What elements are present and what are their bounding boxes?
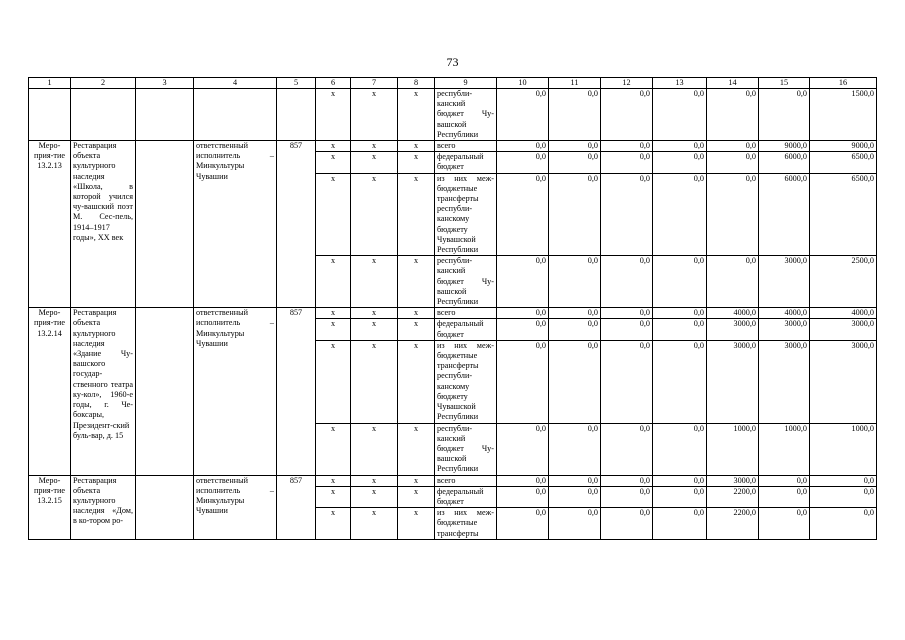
empty-cell <box>71 89 136 141</box>
marker-cell: х <box>398 319 435 340</box>
value-cell: 3000,0 <box>707 319 759 340</box>
column-header-8: 8 <box>398 78 435 89</box>
value-cell: 0,0 <box>497 508 549 540</box>
value-cell: 0,0 <box>653 508 707 540</box>
table-row <box>29 308 877 319</box>
column-header-12: 12 <box>601 78 653 89</box>
value-cell: 4000,0 <box>810 308 877 319</box>
value-cell: 1000,0 <box>810 423 877 475</box>
marker-cell: х <box>351 173 398 256</box>
marker-cell: х <box>398 173 435 256</box>
column-header-6: 6 <box>316 78 351 89</box>
funding-source: федеральный бюджет <box>435 319 497 340</box>
value-cell: 9000,0 <box>759 141 810 152</box>
value-cell: 6500,0 <box>810 152 877 173</box>
column-header-1: 1 <box>29 78 71 89</box>
funding-source: из них меж-бюджетные трансферты республи-канскому бюджету Чувашской Республики <box>435 173 497 256</box>
budget-code: 857 <box>277 141 316 308</box>
value-cell: 3000,0 <box>759 319 810 340</box>
measure-title: Реставрация объекта культурного наследия «Школа, в которой учился чу-вашский поэт М. Сес-пель, 1914–1917 годы», XX век <box>71 141 136 308</box>
marker-cell: х <box>316 508 351 540</box>
value-cell: 0,0 <box>601 141 653 152</box>
marker-cell: х <box>316 340 351 423</box>
value-cell: 0,0 <box>497 423 549 475</box>
marker-cell: х <box>316 308 351 319</box>
value-cell: 6500,0 <box>810 173 877 256</box>
page-number: 73 <box>446 55 459 69</box>
value-cell: 0,0 <box>497 340 549 423</box>
funding-source: всего <box>435 475 497 486</box>
value-cell: 0,0 <box>653 89 707 141</box>
marker-cell: х <box>351 423 398 475</box>
marker-cell: х <box>316 319 351 340</box>
funding-source: федеральный бюджет <box>435 486 497 507</box>
value-cell: 0,0 <box>601 475 653 486</box>
value-cell: 0,0 <box>549 173 601 256</box>
marker-cell: х <box>351 340 398 423</box>
funding-source: республи-канский бюджет Чу-вашской Республики <box>435 423 497 475</box>
value-cell: 0,0 <box>653 475 707 486</box>
value-cell: 0,0 <box>653 423 707 475</box>
value-cell: 0,0 <box>601 89 653 141</box>
value-cell: 0,0 <box>549 256 601 308</box>
value-cell: 0,0 <box>497 89 549 141</box>
marker-cell: х <box>316 141 351 152</box>
marker-cell: х <box>398 423 435 475</box>
value-cell: 0,0 <box>497 173 549 256</box>
marker-cell: х <box>398 152 435 173</box>
empty-cell <box>194 89 277 141</box>
value-cell: 4000,0 <box>707 308 759 319</box>
value-cell: 0,0 <box>653 173 707 256</box>
value-cell: 2200,0 <box>707 486 759 507</box>
value-cell: 0,0 <box>549 475 601 486</box>
marker-cell: х <box>316 152 351 173</box>
value-cell: 0,0 <box>653 319 707 340</box>
value-cell: 0,0 <box>653 152 707 173</box>
marker-cell: х <box>316 256 351 308</box>
column-header-2: 2 <box>71 78 136 89</box>
column-header-3: 3 <box>136 78 194 89</box>
budget-code: 857 <box>277 475 316 539</box>
table-row <box>29 475 877 486</box>
value-cell: 0,0 <box>497 141 549 152</box>
value-cell: 0,0 <box>601 256 653 308</box>
value-cell: 3000,0 <box>707 340 759 423</box>
value-cell: 0,0 <box>653 340 707 423</box>
value-cell: 0,0 <box>759 475 810 486</box>
value-cell: 0,0 <box>497 319 549 340</box>
funding-source: всего <box>435 308 497 319</box>
value-cell: 0,0 <box>601 423 653 475</box>
value-cell: 6000,0 <box>759 173 810 256</box>
value-cell: 0,0 <box>549 508 601 540</box>
value-cell: 0,0 <box>601 486 653 507</box>
value-cell: 0,0 <box>810 486 877 507</box>
value-cell: 3000,0 <box>759 340 810 423</box>
empty-cell <box>136 308 194 475</box>
empty-cell <box>277 89 316 141</box>
measure-name: Меро-прия-тие 13.2.14 <box>29 308 71 475</box>
marker-cell: х <box>316 173 351 256</box>
value-cell: 0,0 <box>653 486 707 507</box>
value-cell: 0,0 <box>759 89 810 141</box>
column-header-11: 11 <box>549 78 601 89</box>
value-cell: 0,0 <box>549 89 601 141</box>
value-cell: 0,0 <box>497 308 549 319</box>
value-cell: 0,0 <box>601 508 653 540</box>
marker-cell: х <box>351 256 398 308</box>
column-header-4: 4 <box>194 78 277 89</box>
value-cell: 3000,0 <box>810 340 877 423</box>
column-header-7: 7 <box>351 78 398 89</box>
value-cell: 0,0 <box>549 486 601 507</box>
value-cell: 0,0 <box>707 141 759 152</box>
marker-cell: х <box>398 486 435 507</box>
measure-title: Реставрация объекта культурного наследия «Дом, в ко-тором ро- <box>71 475 136 539</box>
measure-name: Меро-прия-тие 13.2.13 <box>29 141 71 308</box>
column-header-15: 15 <box>759 78 810 89</box>
value-cell: 0,0 <box>653 256 707 308</box>
value-cell: 3000,0 <box>810 319 877 340</box>
value-cell: 0,0 <box>497 256 549 308</box>
value-cell: 0,0 <box>810 508 877 540</box>
table-row <box>29 141 877 152</box>
marker-cell: х <box>398 256 435 308</box>
marker-cell: х <box>398 141 435 152</box>
empty-cell <box>136 89 194 141</box>
value-cell: 3000,0 <box>759 256 810 308</box>
funding-source: из них меж-бюджетные трансферты <box>435 508 497 540</box>
funding-source: из них меж-бюджетные трансферты республи-канскому бюджету Чувашской Республики <box>435 340 497 423</box>
column-header-9: 9 <box>435 78 497 89</box>
value-cell: 0,0 <box>497 152 549 173</box>
marker-cell: х <box>351 486 398 507</box>
marker-cell: х <box>351 89 398 141</box>
value-cell: 0,0 <box>549 423 601 475</box>
value-cell: 1000,0 <box>759 423 810 475</box>
value-cell: 0,0 <box>497 475 549 486</box>
value-cell: 0,0 <box>601 152 653 173</box>
measure-title: Реставрация объекта культурного наследия «Здание Чу-вашского государ-ственного театра ку-кол», 1960-е годы, г. Че-боксары, Президент-ский буль-вар, д. 15 <box>71 308 136 475</box>
marker-cell: х <box>316 475 351 486</box>
value-cell: 6000,0 <box>759 152 810 173</box>
value-cell: 0,0 <box>549 141 601 152</box>
marker-cell: х <box>398 475 435 486</box>
column-header-10: 10 <box>497 78 549 89</box>
value-cell: 0,0 <box>601 173 653 256</box>
value-cell: 1500,0 <box>810 89 877 141</box>
value-cell: 0,0 <box>707 89 759 141</box>
value-cell: 0,0 <box>707 173 759 256</box>
value-cell: 0,0 <box>601 319 653 340</box>
value-cell: 0,0 <box>707 152 759 173</box>
marker-cell: х <box>316 89 351 141</box>
executor: ответственный исполнитель – Минкультуры Чувашии <box>194 141 277 308</box>
header-row <box>29 78 877 89</box>
value-cell: 1000,0 <box>707 423 759 475</box>
funding-source: республи-канский бюджет Чу-вашской Республики <box>435 89 497 141</box>
marker-cell: х <box>398 508 435 540</box>
marker-cell: х <box>351 308 398 319</box>
value-cell: 2500,0 <box>810 256 877 308</box>
marker-cell: х <box>351 152 398 173</box>
value-cell: 0,0 <box>653 141 707 152</box>
value-cell: 0,0 <box>601 340 653 423</box>
empty-cell <box>136 475 194 539</box>
empty-cell <box>136 141 194 308</box>
budget-table <box>28 77 877 540</box>
table-row <box>29 89 877 141</box>
value-cell: 0,0 <box>497 486 549 507</box>
marker-cell: х <box>398 340 435 423</box>
value-cell: 0,0 <box>549 308 601 319</box>
value-cell: 0,0 <box>653 308 707 319</box>
empty-cell <box>29 89 71 141</box>
executor: ответственный исполнитель – Минкультуры Чувашии <box>194 308 277 475</box>
column-header-13: 13 <box>653 78 707 89</box>
marker-cell: х <box>351 141 398 152</box>
marker-cell: х <box>351 508 398 540</box>
value-cell: 2200,0 <box>707 508 759 540</box>
value-cell: 0,0 <box>810 475 877 486</box>
measure-name: Меро-прия-тие 13.2.15 <box>29 475 71 539</box>
marker-cell: х <box>351 475 398 486</box>
value-cell: 0,0 <box>601 308 653 319</box>
budget-code: 857 <box>277 308 316 475</box>
marker-cell: х <box>398 89 435 141</box>
funding-source: всего <box>435 141 497 152</box>
value-cell: 0,0 <box>759 508 810 540</box>
value-cell: 0,0 <box>549 340 601 423</box>
value-cell: 4000,0 <box>759 308 810 319</box>
executor: ответственный исполнитель – Минкультуры Чувашии <box>194 475 277 539</box>
funding-source: республи-канский бюджет Чу-вашской Республики <box>435 256 497 308</box>
value-cell: 0,0 <box>707 256 759 308</box>
value-cell: 0,0 <box>759 486 810 507</box>
funding-source: федеральный бюджет <box>435 152 497 173</box>
value-cell: 3000,0 <box>707 475 759 486</box>
value-cell: 9000,0 <box>810 141 877 152</box>
column-header-5: 5 <box>277 78 316 89</box>
marker-cell: х <box>316 423 351 475</box>
value-cell: 0,0 <box>549 152 601 173</box>
marker-cell: х <box>351 319 398 340</box>
column-header-16: 16 <box>810 78 877 89</box>
column-header-14: 14 <box>707 78 759 89</box>
marker-cell: х <box>398 308 435 319</box>
marker-cell: х <box>316 486 351 507</box>
value-cell: 0,0 <box>549 319 601 340</box>
